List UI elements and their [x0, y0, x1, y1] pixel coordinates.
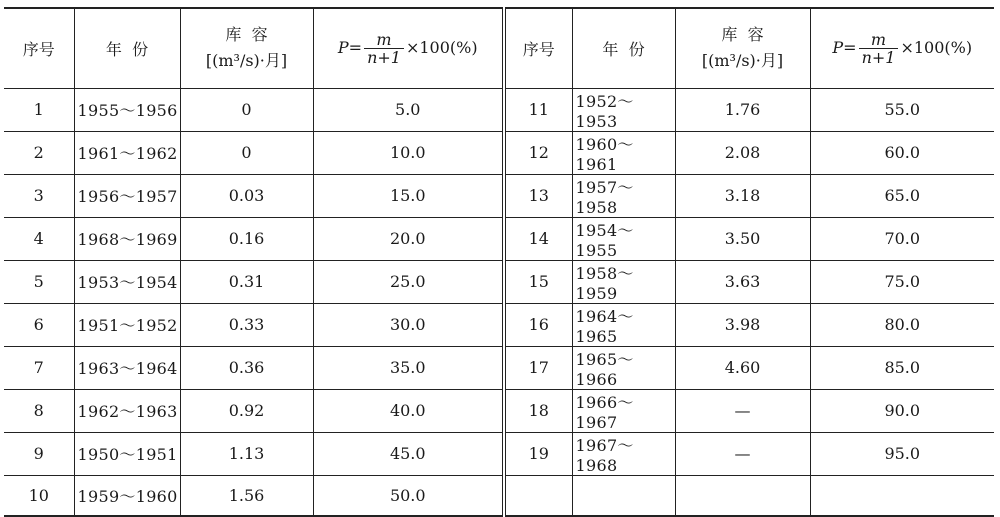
row-no: 6: [4, 303, 74, 346]
row-no: 11: [504, 88, 572, 131]
row-capacity: 1.76: [675, 88, 810, 131]
header-row: [4, 8, 994, 88]
row-capacity: 0.16: [180, 217, 313, 260]
row-year: 1954～1955: [572, 217, 675, 260]
row-no: [504, 475, 572, 516]
row-capacity: 0: [180, 88, 313, 131]
row-no: 8: [4, 389, 74, 432]
row-year: 1950～1951: [74, 432, 180, 475]
formula-denominator: n+1: [364, 48, 404, 66]
row-frequency: 85.0: [810, 346, 994, 389]
row-year: 1961～1962: [74, 131, 180, 174]
row-no: 5: [4, 260, 74, 303]
row-capacity: 3.98: [675, 303, 810, 346]
header-year-left: 年 份: [74, 8, 180, 88]
row-year: [572, 475, 675, 516]
row-capacity: —: [675, 432, 810, 475]
formula-prefix: P=: [832, 37, 857, 57]
row-year: 1953～1954: [74, 260, 180, 303]
table-row: [4, 432, 994, 475]
row-year: 1960～1961: [572, 131, 675, 174]
row-frequency: 30.0: [313, 303, 504, 346]
row-frequency: 70.0: [810, 217, 994, 260]
row-capacity: —: [675, 389, 810, 432]
row-no: 17: [504, 346, 572, 389]
table-row: [4, 131, 994, 174]
row-capacity: 3.50: [675, 217, 810, 260]
row-year: 1951～1952: [74, 303, 180, 346]
formula-numerator: m: [870, 29, 887, 49]
table-row: [4, 174, 994, 217]
header-no-left: 序号: [4, 8, 74, 88]
row-year: 1957～1958: [572, 174, 675, 217]
row-no: 10: [4, 475, 74, 516]
row-capacity: 1.13: [180, 432, 313, 475]
table-row: [4, 303, 994, 346]
row-capacity: 4.60: [675, 346, 810, 389]
table-row: [4, 389, 994, 432]
row-year: 1968～1969: [74, 217, 180, 260]
row-frequency: 60.0: [810, 131, 994, 174]
formula-numerator: m: [376, 29, 392, 49]
header-capacity-left: [180, 8, 313, 88]
row-no: 18: [504, 389, 572, 432]
row-year: 1963～1964: [74, 346, 180, 389]
row-frequency: 20.0: [313, 217, 504, 260]
row-capacity: 0: [180, 131, 313, 174]
row-frequency: 40.0: [313, 389, 504, 432]
storage-frequency-table-wrapper: [4, 7, 994, 517]
row-frequency: 90.0: [810, 389, 994, 432]
row-frequency: 5.0: [313, 88, 504, 131]
row-capacity: [675, 475, 810, 516]
row-no: 19: [504, 432, 572, 475]
row-no: 2: [4, 131, 74, 174]
row-frequency: 25.0: [313, 260, 504, 303]
row-frequency: 45.0: [313, 432, 504, 475]
formula-suffix: ×100(%): [900, 37, 973, 57]
formula-prefix: P=: [337, 37, 363, 57]
table-row: [4, 217, 994, 260]
header-year-right: 年 份: [572, 8, 675, 88]
table-row: [4, 475, 994, 516]
table-row: [4, 260, 994, 303]
formula-suffix: ×100(%): [405, 37, 478, 57]
row-year: 1965～1966: [572, 346, 675, 389]
row-frequency: [810, 475, 994, 516]
row-frequency: 75.0: [810, 260, 994, 303]
capacity-label: 库 容: [225, 25, 268, 45]
row-capacity: 0.31: [180, 260, 313, 303]
capacity-unit: [(m³/s)·月]: [701, 51, 784, 71]
row-frequency: 10.0: [313, 131, 504, 174]
row-year: 1955～1956: [74, 88, 180, 131]
header-capacity-right: [675, 8, 810, 88]
header-frequency-right: [810, 8, 994, 88]
capacity-label: 库 容: [721, 25, 764, 45]
row-frequency: 55.0: [810, 88, 994, 131]
row-no: 12: [504, 131, 572, 174]
row-no: 1: [4, 88, 74, 131]
row-capacity: 3.63: [675, 260, 810, 303]
table-row: [4, 88, 994, 131]
row-no: 4: [4, 217, 74, 260]
row-capacity: 2.08: [675, 131, 810, 174]
formula-denominator: n+1: [859, 48, 899, 66]
row-capacity: 1.56: [180, 475, 313, 516]
row-year: 1964～1965: [572, 303, 675, 346]
row-frequency: 80.0: [810, 303, 994, 346]
row-year: 1958～1959: [572, 260, 675, 303]
row-capacity: 0.33: [180, 303, 313, 346]
row-no: 3: [4, 174, 74, 217]
row-frequency: 95.0: [810, 432, 994, 475]
capacity-unit: [(m³/s)·月]: [205, 51, 288, 71]
row-no: 9: [4, 432, 74, 475]
row-no: 13: [504, 174, 572, 217]
row-no: 16: [504, 303, 572, 346]
row-capacity: 0.92: [180, 389, 313, 432]
row-no: 14: [504, 217, 572, 260]
header-no-right: 序号: [504, 8, 572, 88]
row-year: 1967～1968: [572, 432, 675, 475]
row-year: 1952～1953: [572, 88, 675, 131]
table-row: [4, 346, 994, 389]
storage-frequency-table: [4, 7, 994, 517]
header-frequency-left: [313, 8, 504, 88]
row-year: 1962～1963: [74, 389, 180, 432]
row-year: 1966～1967: [572, 389, 675, 432]
row-capacity: 3.18: [675, 174, 810, 217]
row-capacity: 0.36: [180, 346, 313, 389]
row-no: 15: [504, 260, 572, 303]
row-year: 1956～1957: [74, 174, 180, 217]
row-frequency: 50.0: [313, 475, 504, 516]
row-frequency: 15.0: [313, 174, 504, 217]
row-year: 1959～1960: [74, 475, 180, 516]
row-frequency: 35.0: [313, 346, 504, 389]
row-no: 7: [4, 346, 74, 389]
row-frequency: 65.0: [810, 174, 994, 217]
row-capacity: 0.03: [180, 174, 313, 217]
